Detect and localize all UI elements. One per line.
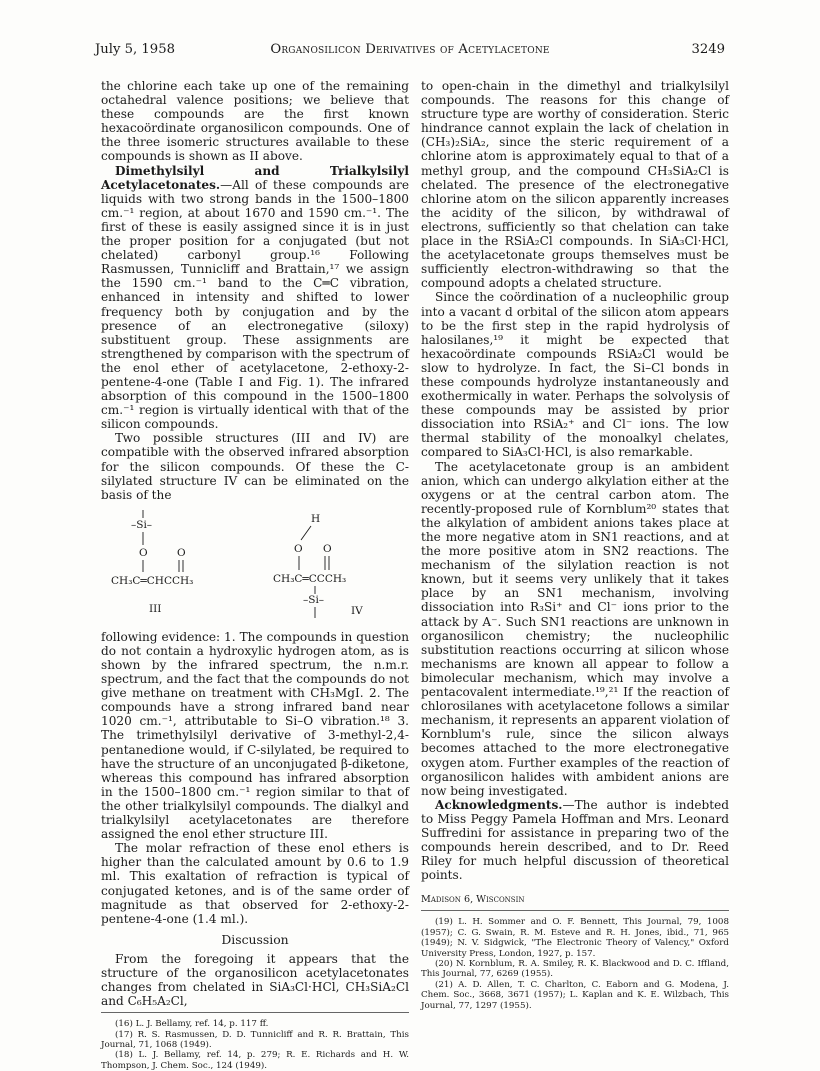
footnote-18: (18) L. J. Bellamy, ref. 14, p. 279; R. E. Richards and H. W. Thompson, J. Chem. Soc., 124 (1949). <box>101 1050 409 1071</box>
structure-iv-chain: CH₃C═CCCH₃ <box>273 572 347 585</box>
header-date: July 5, 1958 <box>95 42 175 57</box>
right-column <box>421 79 729 1011</box>
structure-figure <box>101 508 409 628</box>
structure-iv-si: –Si– <box>303 593 325 606</box>
paragraph-text: —All of these compounds are liquids with two strong bands in the 1500–1800 cm.⁻¹ region, at about 1670 and 1590 cm.⁻¹. The first of these is easily assigned since it is in just the proper position for a conjugated (but not chelated) carbonyl group.¹⁶ Following Rasmussen, Tunnicliff and Brattain,¹⁷ we assign the 1590 cm.⁻¹ band to the C═C vibration, enhanced in intensity and shifted to lower frequency both by conjugation and by the presence of an electronegative (siloxy) substituent group. These assignments are strengthened by comparison with the spectrum of the enol ether of acetylacetone, 2-ethoxy-2-pentene-4-one (Table I and Fig. 1). The infrared absorption of this compound in the 1500–1800 cm.⁻¹ region is virtually identical with that of the silicon compounds. <box>101 177 409 432</box>
footnote-17: (17) R. S. Rasmussen, D. D. Tunnicliff and R. R. Brattain, This Journal, 71, 1068 (1949). <box>101 1029 409 1050</box>
paragraph: The molar refraction of these enol ethers is higher than the calculated amount by 0.6 to 1.9 ml. This exaltation of refraction is typical of conjugated ketones, and is of the same order of magnitude as that observed for 2-ethoxy-2-pentene-4-one (1.4 ml.). <box>101 841 409 926</box>
header-title: Organosilicon Derivatives of Acetylacetone <box>270 42 550 57</box>
structures-iii-iv <box>101 508 409 628</box>
paragraph <box>421 798 729 883</box>
discussion-heading: Discussion <box>221 931 289 947</box>
paragraph: The acetylacetonate group is an ambident anion, which can undergo alkylation either at the oxygens or at the central carbon atom. The recently-proposed rule of Kornblum²⁰ states that the alkylation of ambident anions takes place at the more negative atom in SN1 reactions, and at the more positive atom in SN2 reactions. The mechanism of the silylation reaction is not known, but it seems very unlikely that it takes place by an SN1 mechanism, involving dissociation into R₃Si⁺ and Cl⁻ ions prior to the attack by A⁻. Such SN1 reactions are unknown in organosilicon chemistry; the nucleophilic substitution reactions occurring at silicon whose mechanisms are known all appear to follow a bimolecular mechanism, which may involve a pentacovalent intermediate.¹⁹,²¹ If the reaction of chlorosilanes with acetylacetone follows a similar mechanism, it represents an apparent violation of Kornblum's rule, since the silicon always becomes attached to the more electronegative oxygen atom. Further examples of the reaction of organosilicon halides with ambident anions are now being investigated. <box>421 459 729 798</box>
paragraph <box>101 164 409 432</box>
section-heading-silyl: Dimethylsilyl and Trialkylsilyl Acetylacetonates. <box>101 163 409 192</box>
structure-iv-oxygen-right: O <box>323 542 332 555</box>
footnote-16: (16) L. J. Bellamy, ref. 14, p. 117 ff. <box>115 1019 269 1030</box>
structure-iii-si: –Si– <box>131 518 153 531</box>
structure-iv-oxygen-left: O <box>294 542 303 555</box>
paragraph: the chlorine each take up one of the remaining octahedral valence positions; we believe that these compounds are the first known hexacoördinate organosilicon compounds. One of the three isomeric structures available to these compounds is shown as II above. <box>101 79 409 164</box>
footnote-19: (19) L. H. Sommer and O. F. Bennett, This Journal, 79, 1008 (1957); C. G. Swain, R. M. Esteve and R. H. Jones, ibid., 71, 965 (1949); N. V. Sidgwick, "The Electronic Theory of Valency," Oxford University Press, London, 1927, p. 157. <box>421 917 729 959</box>
structure-iii-chain: CH₃C═CHCCH₃ <box>111 574 194 587</box>
author-address: Madison 6, Wisconsin <box>421 894 525 906</box>
footnote-divider <box>101 1012 409 1013</box>
paragraph: to open-chain in the dimethyl and trialkylsilyl compounds. The reasons for this change of structure type are worthy of consideration. Steric hindrance cannot explain the lack of chelation in (CH₃)₂SiA₂, since the steric requirement of a chlorine atom is approximately equal to that of a methyl group, and the compound CH₃SiA₂Cl is chelated. The presence of the electronegative chlorine atom on the silicon apparently increases the acidity of the silicon, by withdrawal of electrons, sufficiently so that chelation can take place in the RSiA₂Cl compounds. In SiA₃Cl·HCl, the acetylacetonate groups themselves must be sufficiently electron-withdrawing so that the compound adopts a chelated structure. <box>421 79 729 291</box>
structure-iii-label: III <box>149 602 162 615</box>
footnote-21: (21) A. D. Allen, T. C. Charlton, C. Eaborn and G. Modena, J. Chem. Soc., 3668, 3671 (1957); L. Kaplan and K. E. Wilzbach, This Journal, 77, 1297 (1955). <box>421 979 729 1011</box>
footnote-20: (20) N. Kornblum, R. A. Smiley, R. K. Blackwood and D. C. Iffland, This Journal, 77, 6269 (1955). <box>421 958 729 980</box>
left-column <box>101 79 409 1071</box>
structure-iii-oxygen-right: O <box>177 546 186 559</box>
acknowledgments-heading: Acknowledgments. <box>435 797 563 812</box>
acknowledgments-text: —The author is indebted to Miss Peggy Pamela Hoffman and Mrs. Leonard Suffredini for assistance in preparing two of the compounds herein described, and to Dr. Reed Riley for much helpful discussion of theoretical points. <box>421 797 729 883</box>
running-header <box>95 42 725 62</box>
structure-iv-label: IV <box>351 604 363 617</box>
page-number: 3249 <box>691 42 725 57</box>
structure-iv-hydrogen: H <box>311 512 321 525</box>
paragraph: Since the coördination of a nucleophilic group into a vacant d orbital of the silicon atom appears to be the first step in the rapid hydrolysis of halosilanes,¹⁹ it might be expected that hexacoördinate compounds RSiA₂Cl would be slow to hydrolyze. In fact, the Si–Cl bonds in these compounds hydrolyze instantaneously and exothermically in water. Perhaps the solvolysis of these compounds may be assisted by prior dissociation into RSiA₂⁺ and Cl⁻ ions. The low thermal stability of the monoalkyl chelates, compared to SiA₃Cl·HCl, is also remarkable. <box>421 290 729 460</box>
paragraph: From the foregoing it appears that the structure of the organosilicon acetylacetonates changes from chelated in SiA₃Cl·HCl, CH₃SiA₂Cl and C₆H₅A₂Cl, <box>101 951 409 1009</box>
structure-iii-oxygen-left: O <box>139 546 148 559</box>
paragraph: Two possible structures (III and IV) are compatible with the observed infrared absorption for the silicon compounds. Of these the C-silylated structure IV can be eliminated on the basis of the <box>101 431 409 502</box>
footnote-divider <box>421 910 729 911</box>
paragraph: following evidence: 1. The compounds in question do not contain a hydroxylic hydrogen atom, as is shown by the infrared spectrum, the n.m.r. spectrum, and the fact that the compounds do not give methane on treatment with CH₃MgI. 2. The compounds have a strong infrared band near 1020 cm.⁻¹, attributable to Si–O vibration.¹⁸ 3. The trimethylsilyl derivative of 3-methyl-2,4-pentanedione would, if C-silylated, be required to have the structure of an unconjugated β-diketone, whereas this compound has infrared absorption in the 1500–1800 cm.⁻¹ region similar to that of the other trialkylsilyl compounds. The dialkyl and trialkylsilyl acetylacetonates are therefore assigned the enol ether structure III. <box>101 629 409 842</box>
